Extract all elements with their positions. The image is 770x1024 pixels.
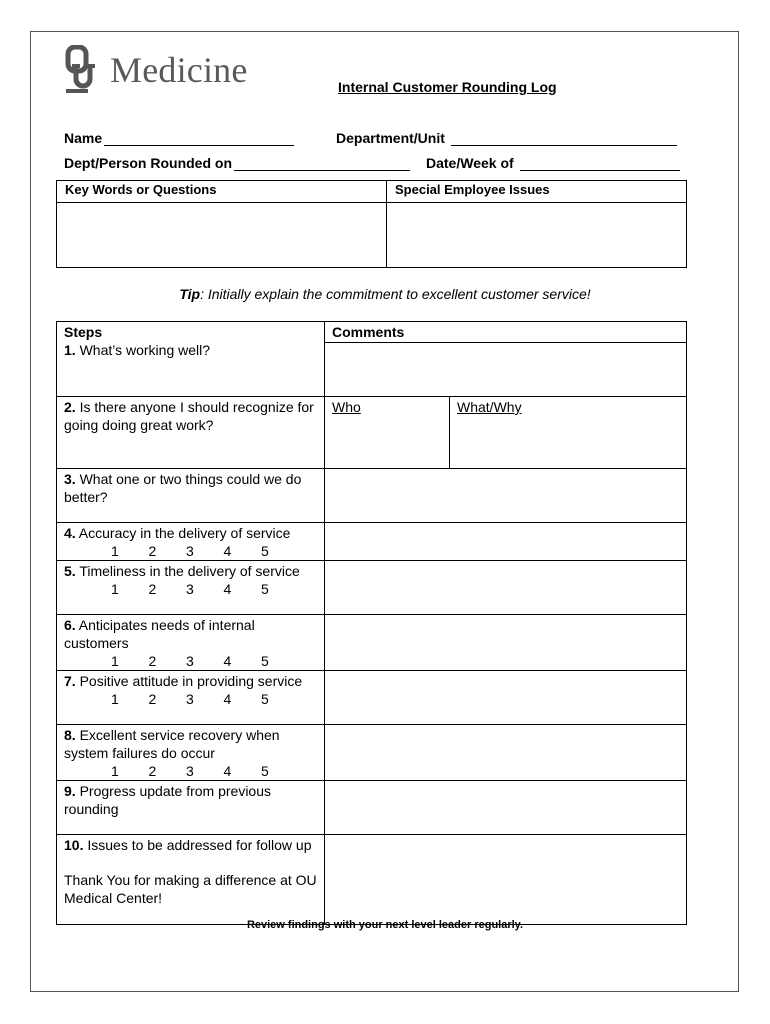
department-line[interactable] — [451, 131, 677, 146]
department-field[interactable] — [336, 130, 677, 146]
step-row-5: 5. Timeliness in the delivery of service 1 2 3 4 5 — [57, 561, 325, 615]
form-title: Internal Customer Rounding Log — [338, 79, 557, 95]
step-row-3: 3. What one or two things could we do better? — [57, 469, 325, 523]
department-label: Department/Unit — [336, 130, 445, 146]
date-week-line[interactable] — [520, 156, 680, 171]
rating-scale-6[interactable]: 1 2 3 4 5 — [111, 653, 269, 669]
keywords-table — [56, 180, 687, 268]
dept-person-field[interactable] — [64, 155, 410, 171]
rating-scale-8[interactable]: 1 2 3 4 5 — [111, 763, 269, 779]
comment-1-entry[interactable] — [325, 343, 686, 396]
who-label: Who — [332, 399, 361, 415]
comment-10-entry[interactable] — [325, 835, 687, 925]
name-label: Name — [64, 130, 103, 146]
step-10-text: 10. Issues to be addressed for follow up — [64, 837, 312, 853]
whatwhy-label: What/Why — [457, 399, 522, 415]
comments-header: Comments — [325, 322, 686, 343]
date-week-label: Date/Week of — [426, 155, 514, 171]
step-row-1 — [57, 322, 325, 397]
dept-person-label: Dept/Person Rounded on — [64, 155, 232, 171]
comment-9-entry[interactable] — [325, 781, 687, 835]
comment-4-entry[interactable] — [325, 523, 687, 561]
step-1-text: 1. What’s working well? — [64, 342, 211, 358]
keywords-entry[interactable] — [57, 203, 387, 268]
step-row-6: 6. Anticipates needs of internal customers 1 2 3 4 5 — [57, 615, 325, 671]
who-cell[interactable] — [325, 397, 450, 469]
thank-you-text: Thank You for making a difference at OU Medical Center! — [64, 872, 317, 906]
rating-scale-4[interactable]: 1 2 3 4 5 — [111, 543, 269, 559]
comment-6-entry[interactable] — [325, 615, 687, 671]
step-row-8: 8. Excellent service recovery when system failures do occur 1 2 3 4 5 — [57, 725, 325, 781]
steps-header: Steps — [64, 324, 103, 340]
logo-wordmark: Medicine — [110, 50, 248, 90]
step-row-7: 7. Positive attitude in providing service 1 2 3 4 5 — [57, 671, 325, 725]
comment-5-entry[interactable] — [325, 561, 687, 615]
tip-line — [0, 286, 770, 302]
special-issues-entry[interactable] — [387, 203, 687, 268]
tip-prefix: Tip — [179, 286, 201, 302]
dept-person-line[interactable] — [234, 156, 410, 171]
comment-8-entry[interactable] — [325, 725, 687, 781]
ou-logo-icon — [62, 45, 102, 95]
ou-medicine-logo — [62, 44, 248, 96]
rating-scale-5[interactable]: 1 2 3 4 5 — [111, 581, 269, 597]
step-row-10 — [57, 835, 325, 925]
name-line[interactable] — [104, 131, 294, 146]
comment-7-entry[interactable] — [325, 671, 687, 725]
name-field[interactable] — [64, 130, 294, 146]
step-row-2: 2. Is there anyone I should recognize for going doing great work? — [57, 397, 325, 469]
comments-cell-1 — [325, 322, 687, 397]
whatwhy-cell[interactable] — [450, 397, 687, 469]
footer-note: Review findings with your next level leader regularly. — [246, 919, 524, 931]
special-issues-header: Special Employee Issues — [387, 181, 687, 203]
step-row-4: 4. Accuracy in the delivery of service 1 2 3 4 5 — [57, 523, 325, 561]
rating-scale-7[interactable]: 1 2 3 4 5 — [111, 691, 269, 707]
keywords-header: Key Words or Questions — [57, 181, 387, 203]
tip-text: : Initially explain the commitment to excellent customer service! — [200, 286, 591, 302]
comment-3-entry[interactable] — [325, 469, 687, 523]
steps-table — [56, 321, 687, 925]
step-row-9: 9. Progress update from previous rounding — [57, 781, 325, 835]
date-week-field[interactable] — [426, 155, 680, 171]
